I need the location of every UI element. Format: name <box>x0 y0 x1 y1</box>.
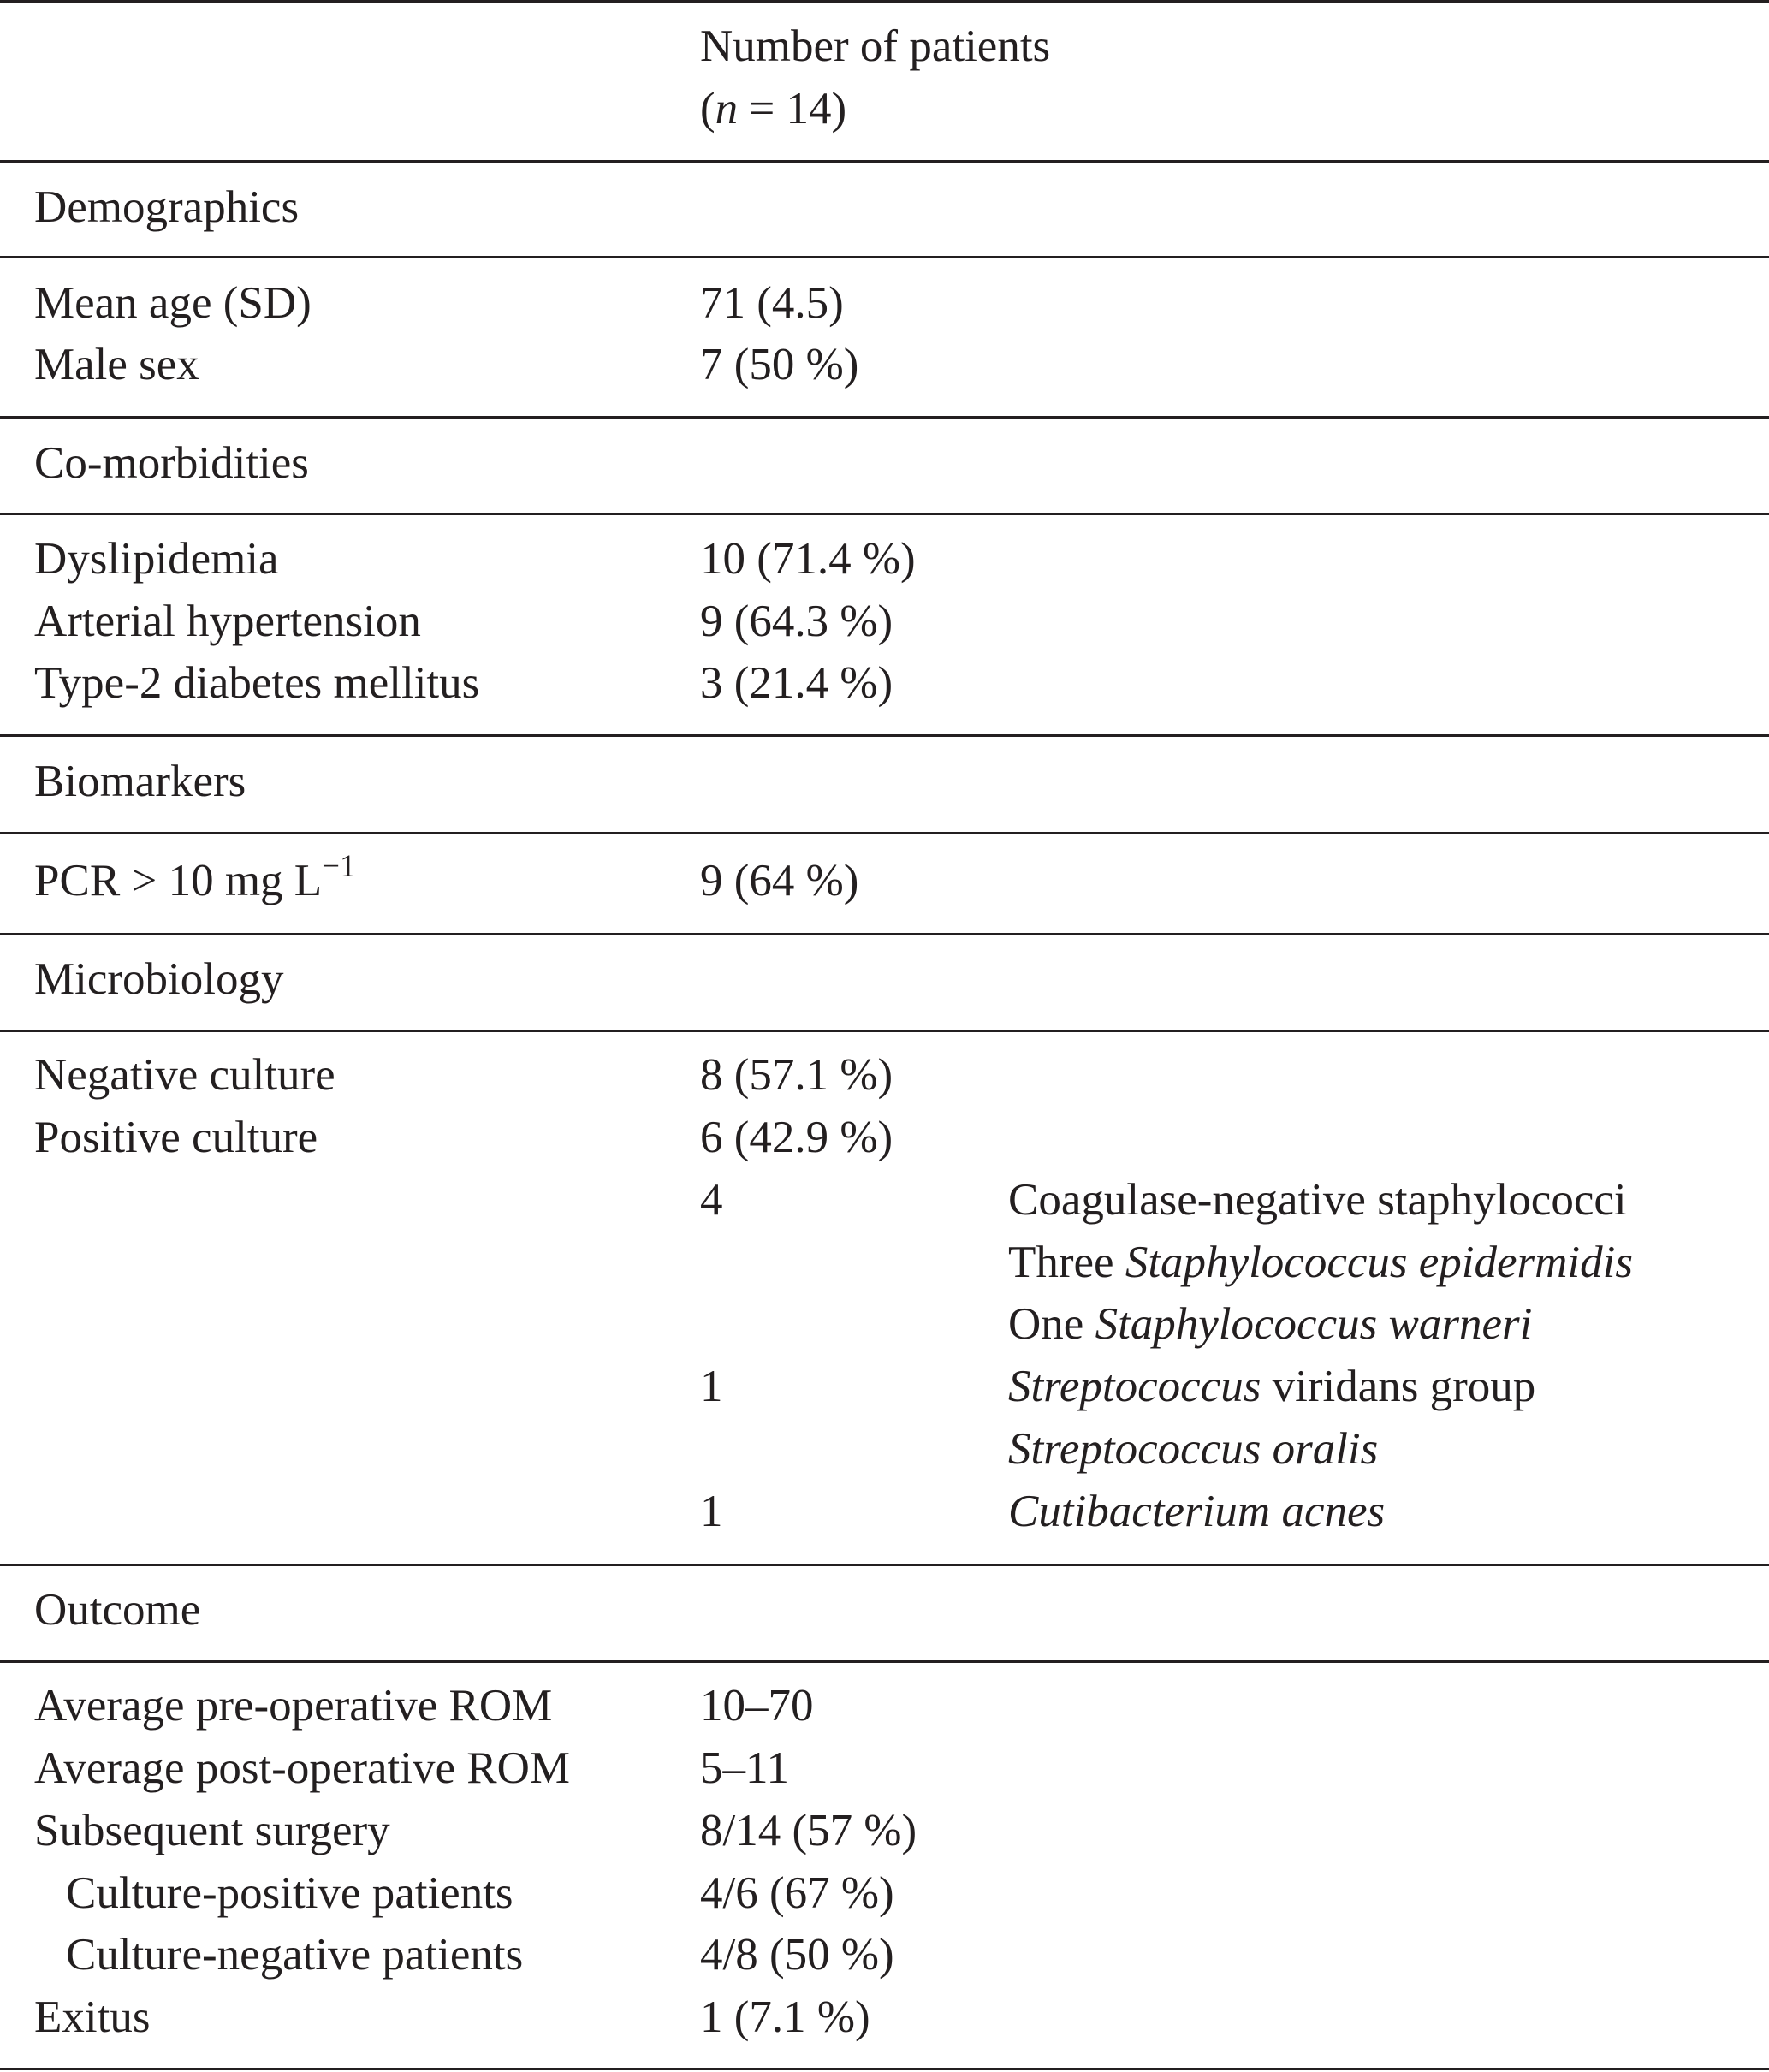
table-top-rule <box>0 0 1769 3</box>
organism-name: Coagulase-negative staphylococci <box>1008 1175 1627 1225</box>
row-value: 4/8 (50 %) <box>700 1930 894 1980</box>
row-value: 3 (21.4 %) <box>700 658 893 708</box>
row-label: Exitus <box>34 1992 151 2042</box>
section-title: Microbiology <box>34 954 284 1004</box>
section-rule <box>0 734 1769 737</box>
row-label: Dyslipidemia <box>34 534 279 584</box>
section-title: Outcome <box>34 1585 201 1635</box>
section-rule <box>0 933 1769 935</box>
row-label: Positive culture <box>34 1113 318 1162</box>
n-equals: = 14) <box>738 84 847 134</box>
header-number-of-patients: Number of patients <box>700 21 1051 71</box>
organism-species: Staphylococcus warneri <box>1095 1299 1533 1349</box>
row-value: 9 (64 %) <box>700 856 859 905</box>
row-value: 7 (50 %) <box>700 340 859 389</box>
row-value: 10 (71.4 %) <box>700 534 916 584</box>
row-label: Average post-operative ROM <box>34 1743 570 1793</box>
section-rule <box>0 256 1769 258</box>
organism-count: 1 <box>700 1362 723 1411</box>
section-rule <box>0 1564 1769 1566</box>
section-title: Biomarkers <box>34 757 246 806</box>
organism-group: viridans group <box>1261 1362 1536 1411</box>
section-rule <box>0 1660 1769 1663</box>
row-label: Negative culture <box>34 1050 335 1100</box>
row-label: Type-2 diabetes mellitus <box>34 658 480 708</box>
table-bottom-rule <box>0 2068 1769 2070</box>
organism-prefix: One <box>1008 1299 1095 1349</box>
organism-name <box>1008 1489 1385 1535</box>
section-rule <box>0 832 1769 834</box>
row-value: 9 (64.3 %) <box>700 597 893 646</box>
header-n-value: (n = 14) <box>700 84 847 134</box>
organism-count: 4 <box>700 1175 723 1225</box>
row-label: Arterial hypertension <box>34 597 421 646</box>
row-label: Average pre-operative ROM <box>34 1681 553 1731</box>
row-label: Mean age (SD) <box>34 278 312 328</box>
row-label <box>34 849 356 905</box>
organism-species: Cutibacterium acnes <box>1008 1487 1386 1536</box>
row-value: 71 (4.5) <box>700 278 844 328</box>
row-label: Male sex <box>34 340 199 389</box>
section-title: Co-morbidities <box>34 438 309 488</box>
section-rule <box>0 416 1769 419</box>
organism-name <box>1008 1240 1633 1285</box>
pcr-threshold-text: PCR > 10 mg L <box>34 856 323 905</box>
organism-species: Streptococcus oralis <box>1008 1424 1379 1474</box>
organism-name <box>1008 1424 1379 1474</box>
section-rule <box>0 1030 1769 1032</box>
section-title: Demographics <box>34 182 300 232</box>
row-value: 8 (57.1 %) <box>700 1050 893 1100</box>
organism-name <box>1008 1364 1535 1410</box>
row-label-indented: Culture-negative patients <box>66 1930 524 1980</box>
header-bottom-rule <box>0 160 1769 163</box>
row-value: 8/14 (57 %) <box>700 1806 917 1855</box>
organism-name <box>1008 1299 1533 1349</box>
row-label-indented: Culture-positive patients <box>66 1868 513 1918</box>
organism-prefix: Three <box>1008 1238 1125 1287</box>
organism-count: 1 <box>700 1487 723 1536</box>
section-rule <box>0 513 1769 515</box>
row-value: 1 (7.1 %) <box>700 1992 870 2042</box>
row-value: 4/6 (67 %) <box>700 1868 894 1918</box>
organism-genus: Streptococcus <box>1008 1362 1261 1411</box>
organism-species: Staphylococcus epidermidis <box>1125 1238 1633 1287</box>
n-variable: n <box>715 84 739 134</box>
row-value: 10–70 <box>700 1681 814 1731</box>
row-value: 5–11 <box>700 1743 790 1793</box>
row-label: Subsequent surgery <box>34 1806 390 1855</box>
unit-exponent: −1 <box>322 849 356 884</box>
row-value: 6 (42.9 %) <box>700 1113 893 1162</box>
